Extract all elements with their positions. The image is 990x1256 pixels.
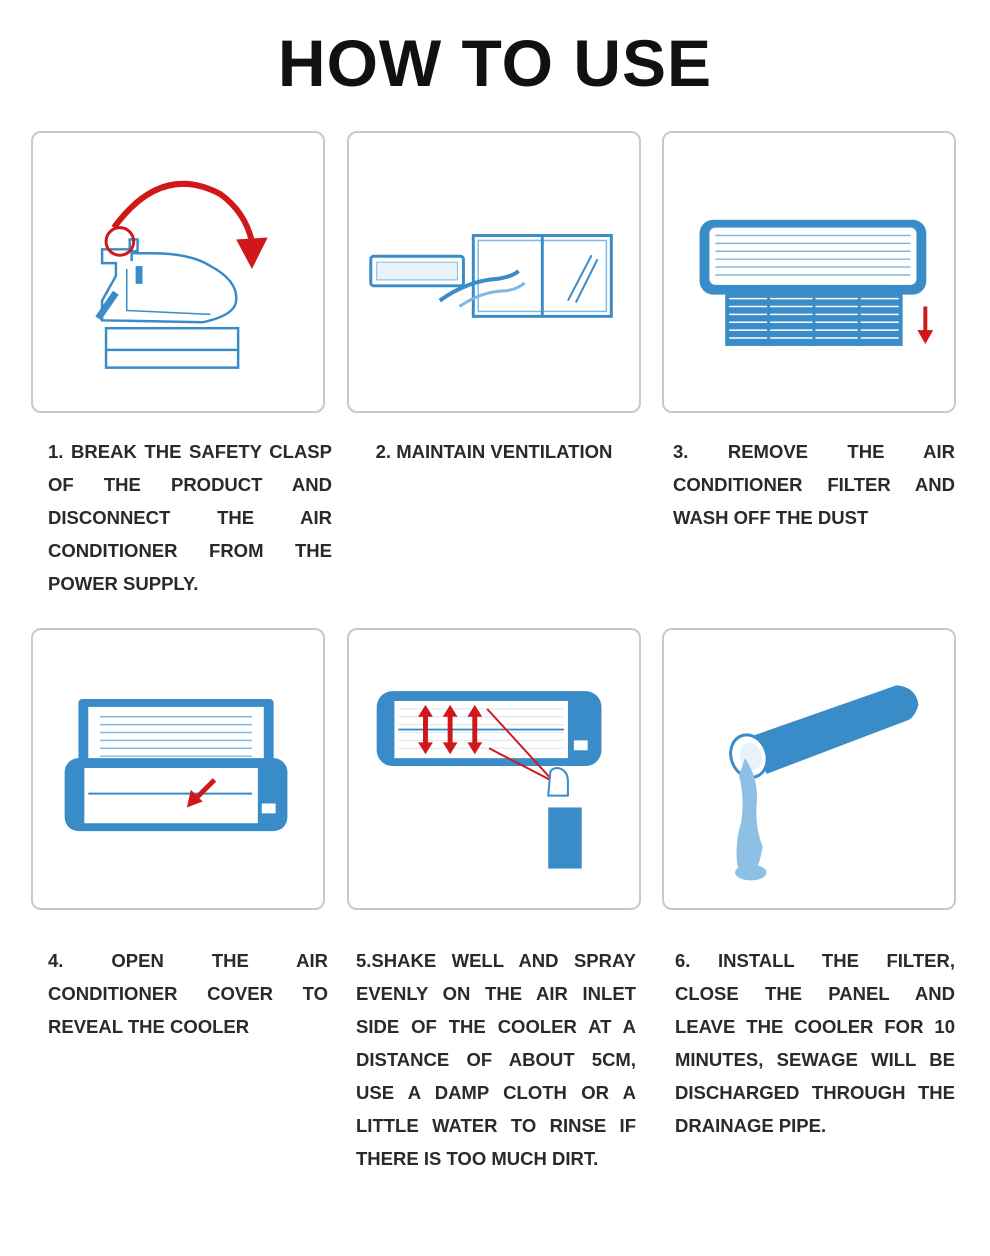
page-title: HOW TO USE: [277, 26, 713, 100]
step-4-text: 4. OPEN THE AIR CONDITIONER COVER TO REVEAL THE COOLER: [48, 950, 328, 1037]
step-3-illustration: [662, 131, 956, 413]
step-5-illustration: [347, 628, 641, 910]
step-3-text: 3. REMOVE THE AIR CONDITIONER FILTER AND WASH OFF THE DUST: [673, 441, 955, 528]
drainage-pipe-icon: [664, 630, 954, 908]
step-2-text: 2. MAINTAIN VENTILATION: [375, 441, 613, 462]
spray-cooler-icon: [349, 630, 639, 908]
step-6-illustration: [662, 628, 956, 910]
step-1-text: 1. BREAK THE SAFETY CLASP OF THE PRODUCT AND DISCONNECT THE AIR CONDITIONER FROM THE POWER SUPPLY.: [48, 441, 332, 594]
step-4-illustration: [31, 628, 325, 910]
ventilation-window-icon: [349, 133, 639, 411]
open-cover-icon: [33, 630, 323, 908]
filter-removal-icon: [664, 133, 954, 411]
step-1-illustration: [31, 131, 325, 413]
step-6-text: 6. INSTALL THE FILTER, CLOSE THE PANEL AND LEAVE THE COOLER FOR 10 MINUTES, SEWAGE WILL BE DISCHARGED THROUGH THE DRAINAGE PIPE.: [675, 950, 955, 1136]
step-5-text: 5.SHAKE WELL AND SPRAY EVENLY ON THE AIR INLET SIDE OF THE COOLER AT A DISTANCE OF ABOUT 5CM, USE A DAMP CLOTH OR A LITTLE WATER TO RINSE IF THERE IS TOO MUCH DIRT.: [356, 950, 636, 1169]
spray-can-clasp-icon: [33, 133, 323, 411]
step-2-illustration: [347, 131, 641, 413]
